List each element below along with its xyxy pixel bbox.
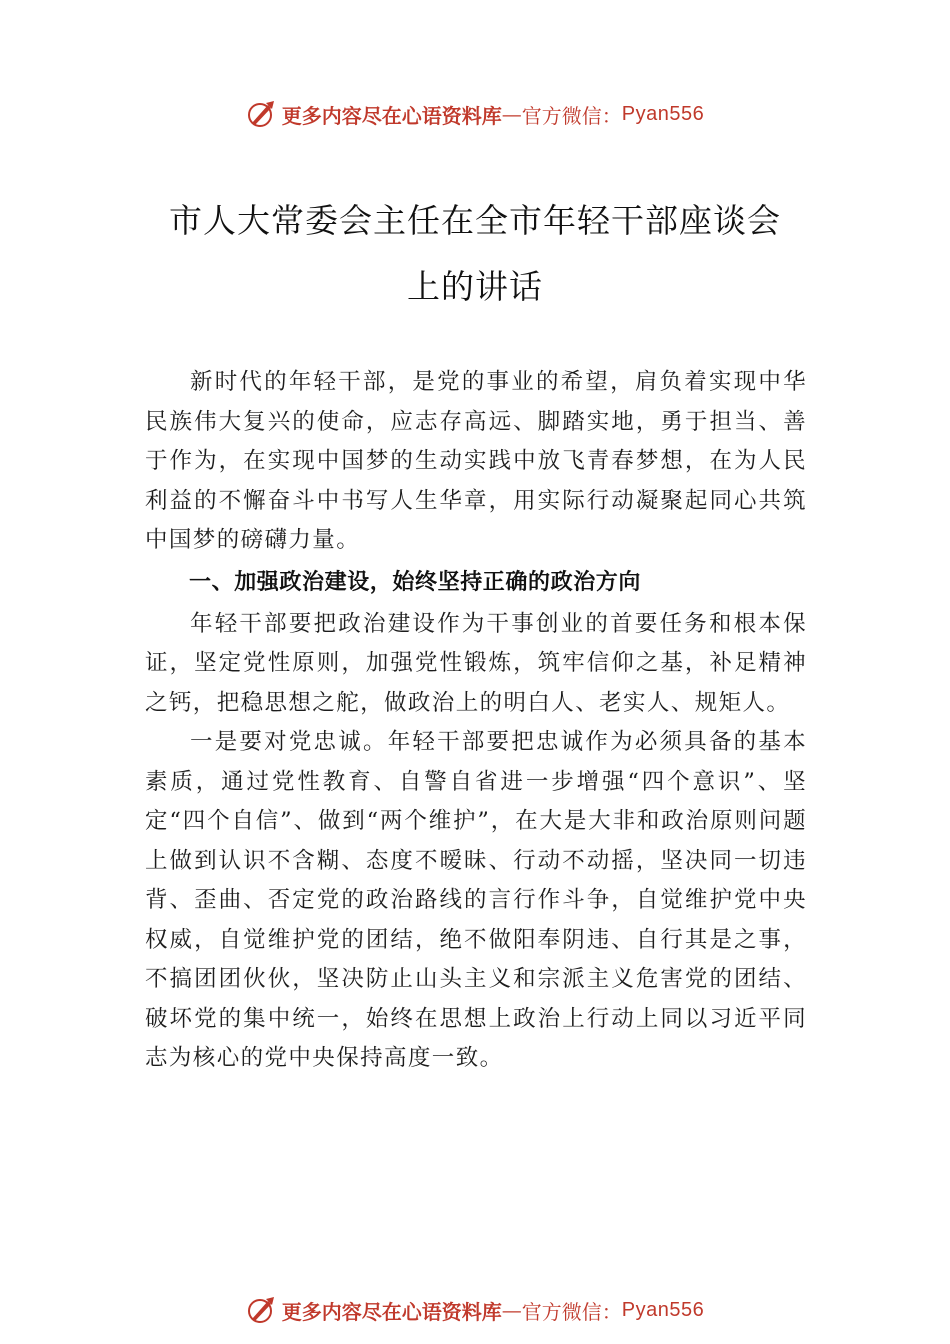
watermark-separator: — (501, 1298, 522, 1322)
watermark-brand: 更多内容尽在心语资料库 (281, 1299, 502, 1324)
watermark-channel-label: 官方微信： (521, 103, 622, 128)
watermark-account: Pyan556 (621, 1298, 705, 1321)
document-body (145, 363, 807, 1079)
footer-watermark (0, 1290, 950, 1330)
watermark-brand: 更多内容尽在心语资料库 (281, 103, 502, 128)
title-line-2: 上的讲话 (407, 267, 543, 306)
section-heading-1: 一、加强政治建设，始终坚持正确的政治方向 (189, 569, 642, 595)
document-title (145, 188, 805, 320)
quill-logo-icon (246, 99, 276, 129)
paragraph-intro: 新时代的年轻干部，是党的事业的希望，肩负着实现中华民族伟大复兴的使命，应志存高远、脚踏实地，勇于担当、善于作为，在实现中国梦的生动实践中放飞青春梦想，在为人民利益的不懈奋斗中书写人生华章，用实际行动凝聚起同心共筑中国梦的磅礴力量。 (145, 369, 807, 553)
watermark-account: Pyan556 (621, 102, 705, 125)
header-watermark (0, 94, 950, 134)
paragraph-political-building: 年轻干部要把政治建设作为干事创业的首要任务和根本保证，坚定党性原则，加强党性锻炼，筑牢信仰之基，补足精神之钙，把稳思想之舵，做政治上的明白人、老实人、规矩人。 (145, 610, 807, 716)
quill-logo-icon (246, 1295, 276, 1325)
watermark-channel-label: 官方微信： (521, 1299, 622, 1324)
watermark-separator: — (501, 102, 522, 126)
paragraph-loyalty: 一是要对党忠诚。年轻干部要把忠诚作为必须具备的基本素质，通过党性教育、自警自省进一步增强“四个意识”、坚定“四个自信”、做到“两个维护”，在大是大非和政治原则问题上做到认识不含糊、态度不暧昧、行动不动摇，坚决同一切违背、歪曲、否定党的政治路线的言行作斗争，自觉维护党中央权威，自觉维护党的团结，绝不做阳奉阴违、自行其是之事，不搞团团伙伙，坚决防止山头主义和宗派主义危害党的团结、破坏党的集中统一，始终在思想上政治上行动上同以习近平同志为核心的党中央保持高度一致。 (145, 729, 807, 1071)
title-line-1: 市人大常委会主任在全市年轻干部座谈会 (169, 201, 781, 240)
